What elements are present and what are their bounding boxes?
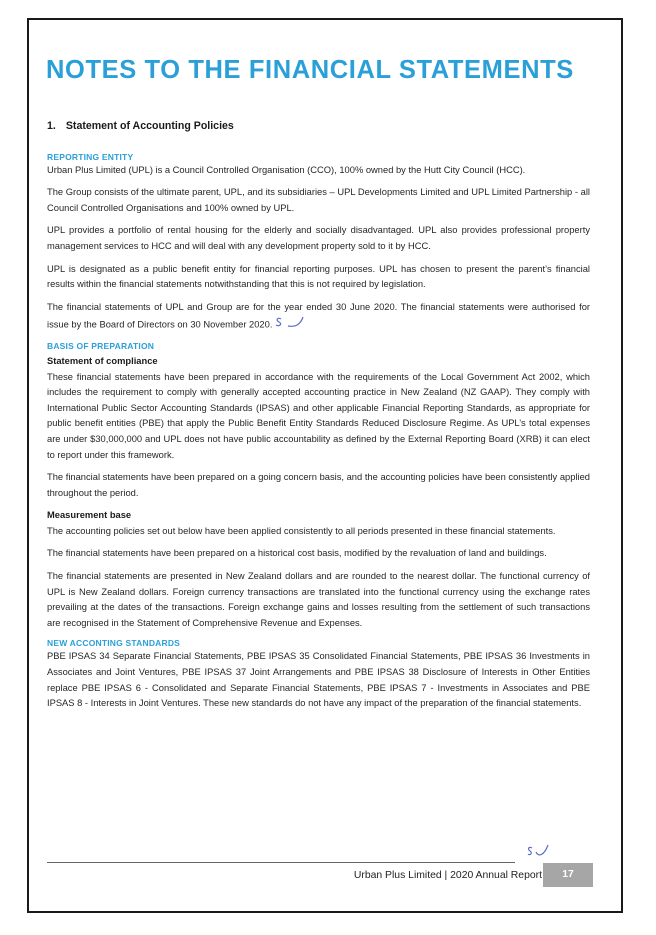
paragraph: The financial statements are presented in New Zealand dollars and are rounded to the nearest dollar. The functional currency of UPL is New Zealand dollars. Foreign currency transactions are translated into the functional currency using the exchange rates prevailing at the dates of the transactions. Foreign exchange gains and losses resulting from the settlement of such transactions are recognised in the Statement of Comprehensive Revenue and Expenses. xyxy=(47,571,590,628)
paragraph: These financial statements have been prepared in accordance with the requirements of the Local Government Act 2002, which includes the requirement to comply with generally accepted accounting practice in New Zealand (NZ GAAP). They comply with International Public Sector Accounting Standards (IPSAS) and other applicable Financial Reporting Standards, as appropriate for public benefit entities (PBE) that apply the Public Benefit Entity Standards Reduced Disclosure Regime. As UPL’s total expenses are under $30,000,000 and UPL does not have public accountability as defined by the External Reporting Board (XRB) it can elect to report under this framework. xyxy=(47,371,590,460)
reporting-entity-heading: REPORTING ENTITY xyxy=(47,151,134,162)
document-body xyxy=(47,119,590,719)
page-number: 17 xyxy=(543,863,593,887)
paragraph: PBE IPSAS 34 Separate Financial Statements, PBE IPSAS 35 Consolidated Financial Statements, PBE IPSAS 36 Investments in Associates and Joint Ventures, PBE IPSAS 37 Joint Arrangements and PBE IPSAS 38 Disclosure of Interests in Other Entities replace PBE IPSAS 6 - Consolidated and Separate Financial Statements, PBE IPSAS 7 - Investments in Associates and PBE IPSAS 8 - Interests in Joint Ventures. These new standards do not have any impact of the preparation of the financial statements. xyxy=(47,651,590,709)
paragraph: The Group consists of the ultimate parent, UPL, and its subsidiaries – UPL Developments Limited and UPL Limited Partnership - all Council Controlled Organisations and 100% owned by UPL. xyxy=(47,187,590,213)
initials-signature-icon xyxy=(525,842,551,865)
page-title: NOTES TO THE FINANCIAL STATEMENTS xyxy=(46,56,574,84)
paragraph: UPL provides a portfolio of rental housing for the elderly and socially disadvantaged. UPL also provides professional property management services to HCC and will deal with any development property sold to it by HCC. xyxy=(47,225,590,251)
paragraph: The financial statements have been prepared on a historical cost basis, modified by the revaluation of land and buildings. xyxy=(47,548,547,559)
section-heading xyxy=(47,119,590,135)
footer-title: Urban Plus Limited | 2020 Annual Report xyxy=(353,870,542,881)
paragraph-text: The financial statements of UPL and Group are for the year ended 30 June 2020. The financial statements were authorised for issue by the Board of Directors on 30 November 2020. xyxy=(47,301,590,330)
section-title: Statement of Accounting Policies xyxy=(65,120,234,132)
initials-mark-icon xyxy=(274,315,308,335)
footer-divider xyxy=(47,862,515,863)
compliance-heading: Statement of compliance xyxy=(47,355,158,366)
paragraph: UPL is designated as a public benefit entity for financial reporting purposes. UPL has chosen to present the parent’s financial results within the financial statements notwithstanding that this is not required by legislation. xyxy=(47,263,590,290)
section-number: 1. xyxy=(47,120,56,132)
basis-of-preparation-heading: BASIS OF PREPARATION xyxy=(47,340,155,351)
measurement-heading: Measurement base xyxy=(47,510,132,521)
paragraph: The financial statements have been prepared on a going concern basis, and the accounting policies have been consistently applied throughout the period. xyxy=(47,472,590,498)
paragraph: The accounting policies set out below have been applied consistently to all periods presented in these financial statements. xyxy=(47,525,556,536)
paragraph: Urban Plus Limited (UPL) is a Council Controlled Organisation (CCO), 100% owned by the Hutt City Council (HCC). xyxy=(47,164,526,175)
new-standards-heading: NEW ACCONTING STANDARDS xyxy=(47,638,181,649)
paragraph-authorised xyxy=(47,300,590,335)
